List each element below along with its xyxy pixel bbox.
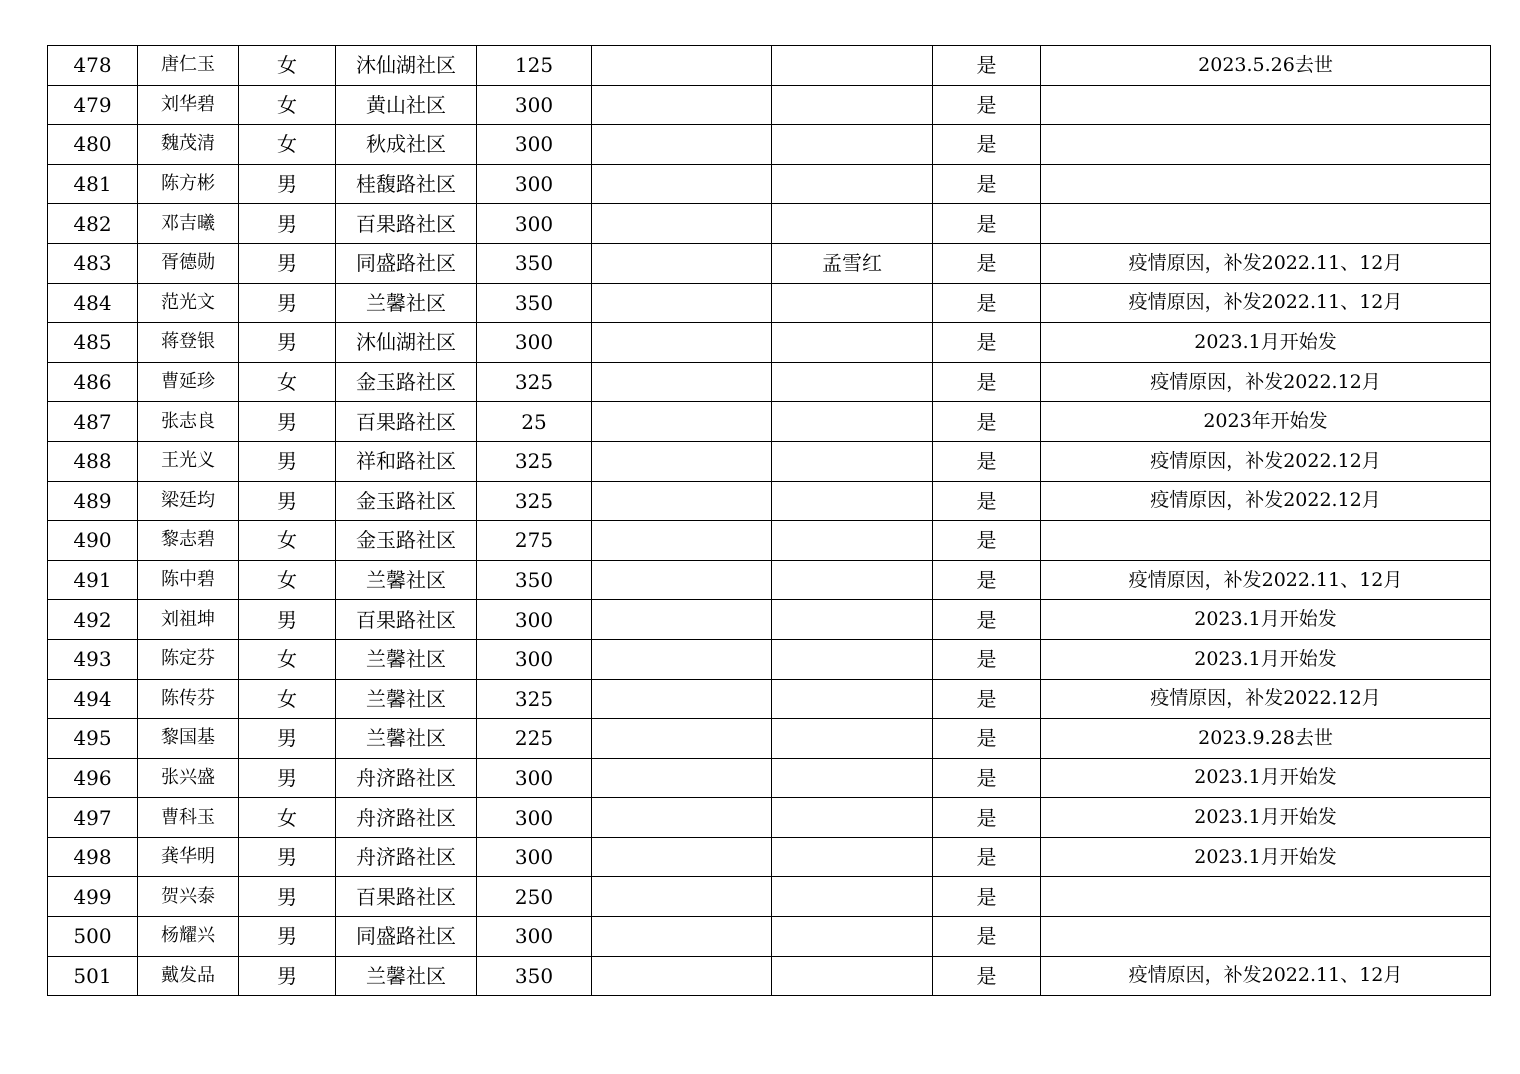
amount-cell: 350 xyxy=(477,956,592,996)
community-cell: 秋成社区 xyxy=(336,125,477,165)
flag-cell: 是 xyxy=(933,798,1041,838)
row-number-cell: 482 xyxy=(48,204,138,244)
amount-cell: 250 xyxy=(477,877,592,917)
gender-cell: 男 xyxy=(239,956,336,996)
contact-cell xyxy=(772,521,933,561)
note-cell: 疫情原因，补发2022.12月 xyxy=(1041,481,1491,521)
community-cell: 百果路社区 xyxy=(336,402,477,442)
note-cell xyxy=(1041,204,1491,244)
community-cell: 百果路社区 xyxy=(336,204,477,244)
table-row xyxy=(48,402,1491,442)
name-cell: 陈定芬 xyxy=(138,639,239,679)
flag-cell: 是 xyxy=(933,125,1041,165)
blank-cell xyxy=(592,917,772,957)
flag-cell: 是 xyxy=(933,85,1041,125)
gender-cell: 男 xyxy=(239,917,336,957)
flag-cell: 是 xyxy=(933,758,1041,798)
gender-cell: 男 xyxy=(239,441,336,481)
blank-cell xyxy=(592,639,772,679)
flag-cell: 是 xyxy=(933,917,1041,957)
name-cell: 范光文 xyxy=(138,283,239,323)
row-number-cell: 486 xyxy=(48,362,138,402)
contact-cell xyxy=(772,323,933,363)
community-cell: 兰馨社区 xyxy=(336,639,477,679)
row-number-cell: 490 xyxy=(48,521,138,561)
table-row xyxy=(48,204,1491,244)
gender-cell: 男 xyxy=(239,481,336,521)
community-cell: 舟济路社区 xyxy=(336,758,477,798)
gender-cell: 女 xyxy=(239,85,336,125)
community-cell: 兰馨社区 xyxy=(336,560,477,600)
flag-cell: 是 xyxy=(933,719,1041,759)
amount-cell: 300 xyxy=(477,323,592,363)
blank-cell xyxy=(592,85,772,125)
name-cell: 曹延珍 xyxy=(138,362,239,402)
note-cell: 疫情原因，补发2022.12月 xyxy=(1041,679,1491,719)
community-cell: 兰馨社区 xyxy=(336,956,477,996)
name-cell: 蒋登银 xyxy=(138,323,239,363)
amount-cell: 300 xyxy=(477,164,592,204)
note-cell: 疫情原因，补发2022.11、12月 xyxy=(1041,560,1491,600)
row-number-cell: 484 xyxy=(48,283,138,323)
amount-cell: 350 xyxy=(477,560,592,600)
note-cell: 疫情原因，补发2022.12月 xyxy=(1041,362,1491,402)
note-cell: 疫情原因，补发2022.11、12月 xyxy=(1041,283,1491,323)
gender-cell: 女 xyxy=(239,560,336,600)
table-row xyxy=(48,837,1491,877)
amount-cell: 300 xyxy=(477,85,592,125)
gender-cell: 女 xyxy=(239,798,336,838)
note-cell: 2023.9.28去世 xyxy=(1041,719,1491,759)
blank-cell xyxy=(592,323,772,363)
contact-cell xyxy=(772,956,933,996)
contact-cell xyxy=(772,402,933,442)
table-row xyxy=(48,758,1491,798)
table-row xyxy=(48,283,1491,323)
flag-cell: 是 xyxy=(933,560,1041,600)
flag-cell: 是 xyxy=(933,46,1041,86)
row-number-cell: 494 xyxy=(48,679,138,719)
row-number-cell: 496 xyxy=(48,758,138,798)
name-cell: 贺兴泰 xyxy=(138,877,239,917)
gender-cell: 女 xyxy=(239,521,336,561)
table-row xyxy=(48,600,1491,640)
name-cell: 黎国基 xyxy=(138,719,239,759)
table-row xyxy=(48,243,1491,283)
note-cell: 2023.1月开始发 xyxy=(1041,798,1491,838)
flag-cell: 是 xyxy=(933,956,1041,996)
amount-cell: 300 xyxy=(477,125,592,165)
blank-cell xyxy=(592,600,772,640)
contact-cell xyxy=(772,917,933,957)
gender-cell: 女 xyxy=(239,639,336,679)
note-cell xyxy=(1041,917,1491,957)
blank-cell xyxy=(592,481,772,521)
flag-cell: 是 xyxy=(933,481,1041,521)
community-cell: 百果路社区 xyxy=(336,600,477,640)
gender-cell: 男 xyxy=(239,877,336,917)
community-cell: 舟济路社区 xyxy=(336,798,477,838)
gender-cell: 女 xyxy=(239,362,336,402)
table-row xyxy=(48,956,1491,996)
name-cell: 陈中碧 xyxy=(138,560,239,600)
contact-cell xyxy=(772,560,933,600)
community-cell: 舟济路社区 xyxy=(336,837,477,877)
contact-cell xyxy=(772,85,933,125)
name-cell: 张志良 xyxy=(138,402,239,442)
row-number-cell: 497 xyxy=(48,798,138,838)
row-number-cell: 495 xyxy=(48,719,138,759)
note-cell: 2023.1月开始发 xyxy=(1041,600,1491,640)
amount-cell: 350 xyxy=(477,283,592,323)
name-cell: 唐仁玉 xyxy=(138,46,239,86)
flag-cell: 是 xyxy=(933,283,1041,323)
blank-cell xyxy=(592,679,772,719)
table-row xyxy=(48,639,1491,679)
flag-cell: 是 xyxy=(933,639,1041,679)
gender-cell: 男 xyxy=(239,243,336,283)
gender-cell: 男 xyxy=(239,204,336,244)
contact-cell xyxy=(772,283,933,323)
gender-cell: 男 xyxy=(239,600,336,640)
gender-cell: 男 xyxy=(239,837,336,877)
name-cell: 戴发品 xyxy=(138,956,239,996)
contact-cell xyxy=(772,46,933,86)
community-cell: 祥和路社区 xyxy=(336,441,477,481)
blank-cell xyxy=(592,560,772,600)
row-number-cell: 498 xyxy=(48,837,138,877)
contact-cell xyxy=(772,639,933,679)
gender-cell: 男 xyxy=(239,283,336,323)
name-cell: 邓吉曦 xyxy=(138,204,239,244)
row-number-cell: 492 xyxy=(48,600,138,640)
blank-cell xyxy=(592,164,772,204)
community-cell: 金玉路社区 xyxy=(336,362,477,402)
blank-cell xyxy=(592,125,772,165)
name-cell: 张兴盛 xyxy=(138,758,239,798)
amount-cell: 300 xyxy=(477,204,592,244)
blank-cell xyxy=(592,283,772,323)
gender-cell: 女 xyxy=(239,679,336,719)
table-row xyxy=(48,85,1491,125)
amount-cell: 300 xyxy=(477,600,592,640)
contact-cell xyxy=(772,362,933,402)
blank-cell xyxy=(592,521,772,561)
name-cell: 龚华明 xyxy=(138,837,239,877)
flag-cell: 是 xyxy=(933,600,1041,640)
note-cell: 2023.1月开始发 xyxy=(1041,323,1491,363)
amount-cell: 125 xyxy=(477,46,592,86)
flag-cell: 是 xyxy=(933,243,1041,283)
contact-cell xyxy=(772,204,933,244)
community-cell: 金玉路社区 xyxy=(336,521,477,561)
name-cell: 陈方彬 xyxy=(138,164,239,204)
community-cell: 兰馨社区 xyxy=(336,679,477,719)
contact-cell xyxy=(772,719,933,759)
contact-cell xyxy=(772,758,933,798)
name-cell: 曹科玉 xyxy=(138,798,239,838)
table-row xyxy=(48,362,1491,402)
contact-cell xyxy=(772,877,933,917)
table-row xyxy=(48,521,1491,561)
contact-cell xyxy=(772,125,933,165)
table-row xyxy=(48,323,1491,363)
row-number-cell: 489 xyxy=(48,481,138,521)
roster-table xyxy=(47,45,1491,996)
gender-cell: 男 xyxy=(239,402,336,442)
contact-cell xyxy=(772,441,933,481)
flag-cell: 是 xyxy=(933,877,1041,917)
flag-cell: 是 xyxy=(933,837,1041,877)
contact-cell xyxy=(772,679,933,719)
amount-cell: 325 xyxy=(477,362,592,402)
flag-cell: 是 xyxy=(933,679,1041,719)
flag-cell: 是 xyxy=(933,362,1041,402)
row-number-cell: 485 xyxy=(48,323,138,363)
table-row xyxy=(48,481,1491,521)
community-cell: 兰馨社区 xyxy=(336,719,477,759)
amount-cell: 300 xyxy=(477,758,592,798)
note-cell: 疫情原因，补发2022.11、12月 xyxy=(1041,243,1491,283)
flag-cell: 是 xyxy=(933,164,1041,204)
table-row xyxy=(48,46,1491,86)
row-number-cell: 478 xyxy=(48,46,138,86)
amount-cell: 225 xyxy=(477,719,592,759)
table-row xyxy=(48,798,1491,838)
blank-cell xyxy=(592,441,772,481)
row-number-cell: 487 xyxy=(48,402,138,442)
flag-cell: 是 xyxy=(933,521,1041,561)
row-number-cell: 500 xyxy=(48,917,138,957)
row-number-cell: 480 xyxy=(48,125,138,165)
note-cell: 2023.5.26去世 xyxy=(1041,46,1491,86)
blank-cell xyxy=(592,243,772,283)
name-cell: 梁廷均 xyxy=(138,481,239,521)
community-cell: 同盛路社区 xyxy=(336,917,477,957)
note-cell xyxy=(1041,164,1491,204)
table-row xyxy=(48,917,1491,957)
amount-cell: 325 xyxy=(477,441,592,481)
flag-cell: 是 xyxy=(933,441,1041,481)
note-cell: 2023.1月开始发 xyxy=(1041,758,1491,798)
row-number-cell: 481 xyxy=(48,164,138,204)
blank-cell xyxy=(592,719,772,759)
row-number-cell: 483 xyxy=(48,243,138,283)
blank-cell xyxy=(592,798,772,838)
table-row xyxy=(48,560,1491,600)
flag-cell: 是 xyxy=(933,204,1041,244)
blank-cell xyxy=(592,46,772,86)
note-cell xyxy=(1041,521,1491,561)
contact-cell: 孟雪红 xyxy=(772,243,933,283)
table-row xyxy=(48,719,1491,759)
community-cell: 兰馨社区 xyxy=(336,283,477,323)
note-cell: 2023年开始发 xyxy=(1041,402,1491,442)
amount-cell: 325 xyxy=(477,481,592,521)
contact-cell xyxy=(772,481,933,521)
contact-cell xyxy=(772,837,933,877)
table-row xyxy=(48,164,1491,204)
gender-cell: 女 xyxy=(239,125,336,165)
community-cell: 黄山社区 xyxy=(336,85,477,125)
amount-cell: 300 xyxy=(477,798,592,838)
blank-cell xyxy=(592,837,772,877)
community-cell: 沐仙湖社区 xyxy=(336,323,477,363)
row-number-cell: 499 xyxy=(48,877,138,917)
name-cell: 王光义 xyxy=(138,441,239,481)
community-cell: 沐仙湖社区 xyxy=(336,46,477,86)
name-cell: 刘祖坤 xyxy=(138,600,239,640)
amount-cell: 350 xyxy=(477,243,592,283)
note-cell: 2023.1月开始发 xyxy=(1041,837,1491,877)
note-cell: 疫情原因，补发2022.12月 xyxy=(1041,441,1491,481)
row-number-cell: 493 xyxy=(48,639,138,679)
table-row xyxy=(48,877,1491,917)
name-cell: 胥德勋 xyxy=(138,243,239,283)
amount-cell: 325 xyxy=(477,679,592,719)
flag-cell: 是 xyxy=(933,402,1041,442)
row-number-cell: 479 xyxy=(48,85,138,125)
row-number-cell: 491 xyxy=(48,560,138,600)
gender-cell: 女 xyxy=(239,46,336,86)
contact-cell xyxy=(772,600,933,640)
gender-cell: 男 xyxy=(239,323,336,363)
note-cell xyxy=(1041,125,1491,165)
blank-cell xyxy=(592,877,772,917)
blank-cell xyxy=(592,956,772,996)
blank-cell xyxy=(592,402,772,442)
blank-cell xyxy=(592,758,772,798)
amount-cell: 300 xyxy=(477,917,592,957)
flag-cell: 是 xyxy=(933,323,1041,363)
community-cell: 百果路社区 xyxy=(336,877,477,917)
gender-cell: 男 xyxy=(239,719,336,759)
contact-cell xyxy=(772,798,933,838)
blank-cell xyxy=(592,204,772,244)
blank-cell xyxy=(592,362,772,402)
community-cell: 金玉路社区 xyxy=(336,481,477,521)
amount-cell: 300 xyxy=(477,639,592,679)
table-body xyxy=(48,46,1491,996)
table-row xyxy=(48,441,1491,481)
gender-cell: 男 xyxy=(239,164,336,204)
amount-cell: 25 xyxy=(477,402,592,442)
note-cell: 2023.1月开始发 xyxy=(1041,639,1491,679)
row-number-cell: 501 xyxy=(48,956,138,996)
name-cell: 陈传芬 xyxy=(138,679,239,719)
name-cell: 杨耀兴 xyxy=(138,917,239,957)
gender-cell: 男 xyxy=(239,758,336,798)
name-cell: 魏茂清 xyxy=(138,125,239,165)
contact-cell xyxy=(772,164,933,204)
community-cell: 同盛路社区 xyxy=(336,243,477,283)
name-cell: 黎志碧 xyxy=(138,521,239,561)
amount-cell: 300 xyxy=(477,837,592,877)
row-number-cell: 488 xyxy=(48,441,138,481)
note-cell xyxy=(1041,85,1491,125)
note-cell: 疫情原因，补发2022.11、12月 xyxy=(1041,956,1491,996)
table-row xyxy=(48,679,1491,719)
community-cell: 桂馥路社区 xyxy=(336,164,477,204)
table-row xyxy=(48,125,1491,165)
amount-cell: 275 xyxy=(477,521,592,561)
name-cell: 刘华碧 xyxy=(138,85,239,125)
note-cell xyxy=(1041,877,1491,917)
